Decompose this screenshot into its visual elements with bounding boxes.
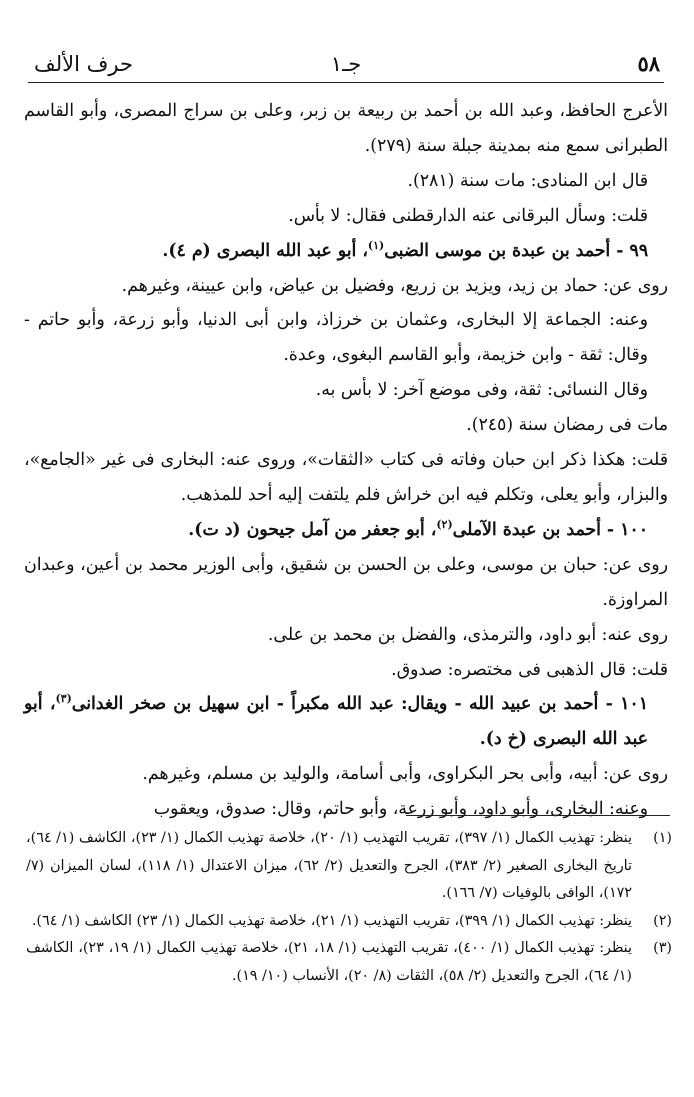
footnote [26,908,672,936]
paragraph-text: وعنه: الجماعة إلا البخارى، وعثمان بن خرزاذ، وابن أبى الدنيا، وأبو زرعة، وأبو حاتم - وقال: ثقة - وابن خزيمة، وأبو القاسم البغوى، وعدة. [24,310,648,366]
body-paragraph [24,269,668,304]
paragraph-text: روى عن: حبان بن موسى، وعلى بن الحسن بن شقيق، وأبى الوزير محمد بن أعين، وعبدان المراوزة. [24,554,668,610]
paragraph-text: قلت: هكذا ذكر ابن حبان وفاته فى كتاب «الثقات»، وروى عنه: البخارى فى غير «الجامع»، والبزار، وأبو يعلى، وتكلم فيه ابن خراش فلم يلتفت إليه أحد للمذهب. [24,450,668,505]
entry-heading [24,687,668,757]
body-paragraph [24,548,668,618]
main-text [24,94,668,820]
body-paragraph [24,443,668,513]
body-paragraph [24,303,668,373]
footnote-number: (٢) [653,912,672,929]
entry-heading [24,234,668,269]
paragraph-text: قلت: وسأل البرقانى عنه الدارقطنى فقال: لا بأس. [288,205,648,226]
footnote [26,825,672,908]
footnote-text: ينظر: تهذيب الكمال (١/ ٣٩٩)، تقريب التهذيب (١/ ٢١)، خلاصة تهذيب الكمال (١/ ٢٣) الكاشف (١/ ٦٤). [31,912,632,929]
footnote [26,935,672,990]
body-paragraph [24,94,668,164]
footnote-ref: (١) [367,238,385,252]
body-paragraph [24,792,668,827]
paragraph-text: قال ابن المنادى: مات سنة (٢٨١). [407,170,648,191]
footnote-number: (٣) [653,940,672,956]
section-title: حرف الألف [34,52,133,76]
paragraph-text: وعنه: البخارى، وأبو داود، وأبو زرعة، وأبو حاتم، وقال: صدوق، ويعقوب [153,799,648,820]
paragraph-text: وقال النسائى: ثقة، وفى موضع آخر: لا بأس به. [315,380,648,401]
body-paragraph [24,757,668,792]
heading-tail: ، أبو عبد الله البصرى (خ د). [24,694,648,750]
volume-label: جـ١ [330,52,362,76]
paragraph-text: روى عن: حماد بن زيد، ويزيد بن زريع، وفضيل بن عياض، وابن عيينة، وغيرهم. [121,275,668,296]
paragraph-text: مات فى رمضان سنة (٢٤٥). [466,415,668,436]
body-paragraph [24,618,668,653]
body-paragraph [24,164,668,199]
heading-tail: ، أبو عبد الله البصرى (م ٤). [162,240,368,261]
footnote-ref: (٢) [436,518,453,532]
body-paragraph [24,199,668,234]
paragraph-text: ١٠٠ - أحمد بن عبدة الآملى [452,519,648,540]
footnote-text: ينظر: تهذيب الكمال (١/ ٤٠٠)، تقريب التهذيب (١/ ١٨، ٢١)، خلاصة تهذيب الكمال (١/ ١٩، ٢٣)، الكاشف (١/ ٦٤)، الجرح والتعديل (٢/ ٥٨)، الثقات (٨/ ٢٠)، الأنساب (١٠/ ١٩). [26,940,632,984]
page-number: ٥٨ [637,51,660,76]
body-paragraph [24,408,668,443]
footnote-ref: (٣) [55,692,72,706]
paragraph-text: ١٠١ - أحمد بن عبيد الله - ويقال: عبد الله مكبراً - ابن سهيل بن صخر الغدانى [71,694,648,715]
body-paragraph [24,653,668,688]
footnote-number: (١) [653,830,672,846]
paragraph-text: روى عنه: أبو داود، والترمذى، والفضل بن محمد بن على. [267,624,668,645]
body-paragraph [24,373,668,408]
paragraph-text: ٩٩ - أحمد بن عبدة بن موسى الضبى [384,240,648,261]
page-header [28,48,664,83]
heading-tail: ، أبو جعفر من آمل جيحون (د ت). [188,519,437,540]
footnote-text: ينظر: تهذيب الكمال (١/ ٣٩٧)، تقريب التهذيب (١/ ٢٠)، خلاصة تهذيب الكمال (١/ ٢٣)، الكاشف (١/ ٦٤)، تاريخ البخارى الصغير (٢/ ٣٨٣)، الجرح والتعديل (٢/ ٦٢)، ميزان الاعتدال (١/ ١١٨)، لسان الميزان (٧/ ١٧٢)، الوافى بالوفيات (٧/ ١٦٦). [26,830,632,901]
footnotes [26,825,672,990]
footnote-separator [406,815,670,816]
paragraph-text: روى عن: أبيه، وأبى بحر البكراوى، وأبى أسامة، والوليد بن مسلم، وغيرهم. [142,764,668,785]
paragraph-text: قلت: قال الذهبى فى مختصره: صدوق. [391,659,668,680]
paragraph-text: الأعرج الحافظ، وعبد الله بن أحمد بن ربيعة بن زبر، وعلى بن سراج المصرى، وأبو القاسم الطبرانى سمع منه بمدينة جبلة سنة (٢٧٩). [24,101,668,156]
entry-heading [24,513,668,548]
